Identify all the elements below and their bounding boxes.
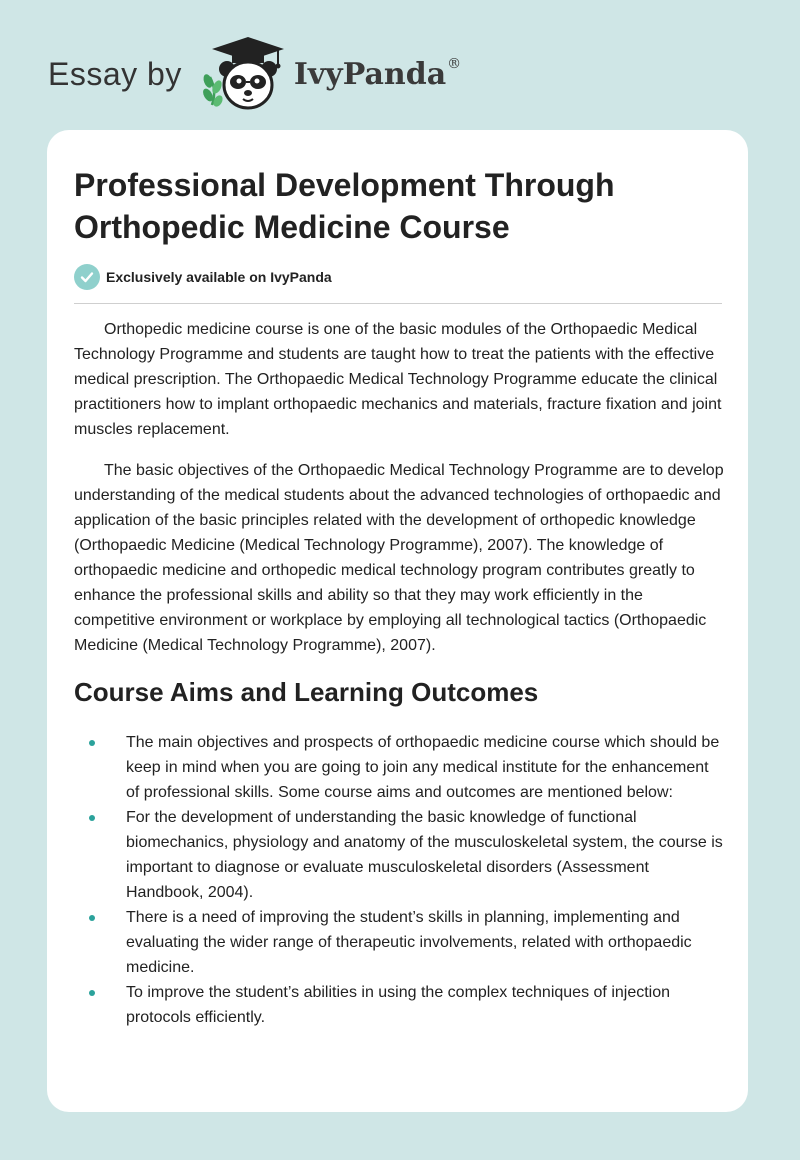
exclusive-badge bbox=[74, 264, 332, 290]
bullet-icon bbox=[89, 815, 95, 821]
site-header bbox=[48, 34, 461, 114]
aims-list bbox=[74, 730, 724, 1030]
paragraph: The basic objectives of the Orthopaedic Medical Technology Programme are to develop understanding of the medical students about the advanced technologies of orthopaedic and application of the basic principles related with the development of orthopedic knowledge (Orthopaedic Medicine (Medical Technology Programme), 2007). The knowledge of orthopaedic medicine and orthopedic medical technology program contributes greatly to enhance the professional skills and ability so that they may work efficiently in the competitive environment or workplace by employing all technological tactics (Orthopaedic Medicine (Medical Technology Programme), 2007). bbox=[74, 462, 724, 654]
page-title: Professional Development Through Orthopedic Medicine Course bbox=[74, 167, 615, 245]
list-item: For the development of understanding the basic knowledge of functional biomechanics, physiology and anatomy of the musculoskeletal system, the course is important to diagnose or evaluate musculoskeletal disorders (Assessment Handbook, 2004). bbox=[74, 805, 724, 905]
essay-by-label: Essay by bbox=[48, 55, 182, 92]
paragraph: Orthopedic medicine course is one of the basic modules of the Orthopaedic Medical Technology Programme and students are taught how to treat the patients with the effective medical prescription. The Orthopaedic Medical Technology Programme educate the clinical practitioners how to implant orthopaedic mechanics and materials, fracture fixation and joint muscles replacement. bbox=[74, 321, 722, 438]
essay-card bbox=[47, 130, 748, 1112]
list-item: There is a need of improving the student’s skills in planning, implementing and evaluating the wider range of therapeutic involvements, related with orthopaedic medicine. bbox=[74, 905, 724, 980]
bullet-icon bbox=[89, 915, 95, 921]
essay-body bbox=[74, 317, 724, 1030]
bullet-icon bbox=[89, 740, 95, 746]
check-icon bbox=[74, 264, 100, 290]
exclusive-label: Exclusively available on IvyPanda bbox=[106, 269, 332, 285]
list-item: To improve the student’s abilities in using the complex techniques of injection protocols efficiently. bbox=[74, 980, 724, 1030]
list-item: The main objectives and prospects of orthopaedic medicine course which should be keep in mind when you are going to join any medical institute for the enhancement of professional skills. Some course aims and outcomes are mentioned below: bbox=[74, 730, 724, 805]
section-heading: Course Aims and Learning Outcomes bbox=[74, 677, 539, 707]
brand-name[interactable]: IvyPanda® bbox=[293, 56, 462, 92]
bullet-icon bbox=[89, 990, 95, 996]
panda-logo-icon[interactable] bbox=[198, 35, 290, 113]
registered-mark: ® bbox=[447, 56, 462, 72]
divider bbox=[74, 303, 722, 304]
